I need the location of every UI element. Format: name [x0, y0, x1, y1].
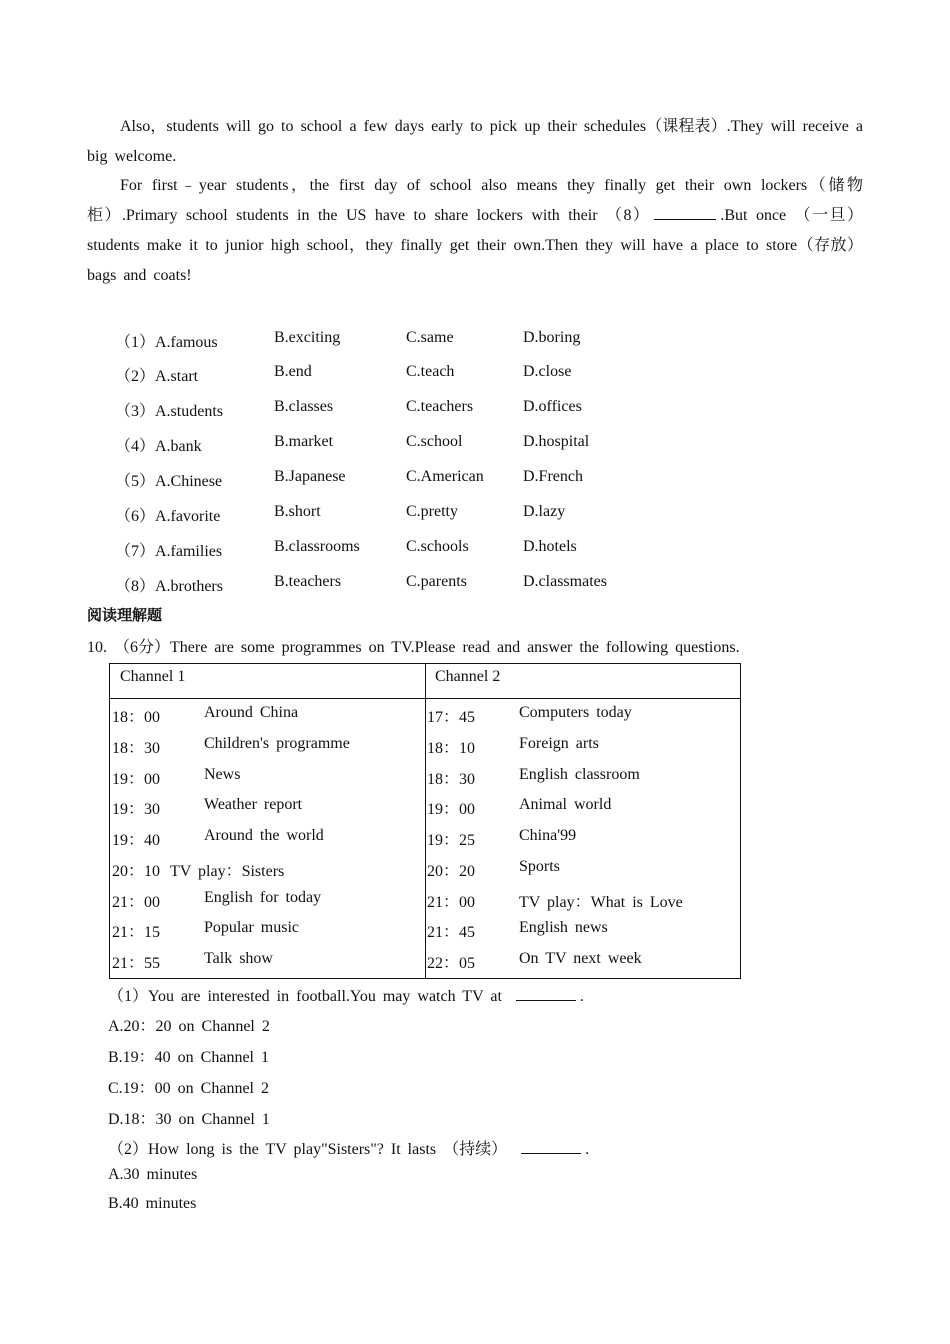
table-row: [427, 704, 727, 726]
option-a: （6）A.favorite: [115, 508, 221, 525]
table-row: [427, 766, 727, 788]
option-d: D.lazy: [523, 503, 566, 520]
time-cell: 19：40: [112, 832, 161, 849]
time-cell: 18：30: [112, 740, 161, 757]
option-c: C.American: [406, 468, 484, 485]
table-row: [112, 766, 412, 788]
passage-paragraph-1: [87, 112, 863, 172]
time-cell: 19：00: [427, 801, 476, 818]
table-row: [112, 704, 412, 726]
table-row: [112, 858, 412, 880]
table-row: [427, 735, 727, 757]
time-cell: 20：20: [427, 863, 476, 880]
table-row: [427, 796, 727, 818]
option-d: D.French: [523, 468, 583, 485]
program-cell: On TV next week: [519, 950, 642, 967]
program-cell: News: [204, 766, 241, 783]
answer-blank[interactable]: [516, 986, 576, 1001]
option-row-5: [115, 468, 715, 490]
time-cell: 19：30: [112, 801, 161, 818]
option-row-7: [115, 538, 715, 560]
question-1-stem: （1）You are interested in football.You may watch TV at .: [108, 988, 584, 1005]
program-cell: Talk show: [204, 950, 273, 967]
channel-2-header: Channel 2: [435, 668, 501, 685]
question-2-stem: （2）How long is the TV play"Sisters"? It lasts （持续） .: [108, 1141, 590, 1158]
time-cell: 21：55: [112, 955, 161, 972]
option-c: C.same: [406, 329, 454, 346]
program-cell: English news: [519, 919, 608, 936]
option-b: B.end: [274, 363, 312, 380]
passage-paragraph-2: [87, 171, 863, 291]
question-text: （2）How long is the TV play"Sisters"? It lasts （持续）: [108, 1141, 508, 1158]
table-row: [112, 735, 412, 757]
option-row-6: [115, 503, 715, 525]
table-row: [427, 950, 727, 972]
program-cell: Computers today: [519, 704, 632, 721]
option-b: B.Japanese: [274, 468, 346, 485]
table-row: [112, 889, 412, 911]
option-a: （4）A.bank: [115, 438, 202, 455]
question-text: （1）You are interested in football.You may watch TV at: [108, 988, 502, 1005]
time-cell: 18：10: [427, 740, 476, 757]
option-a: （5）A.Chinese: [115, 473, 223, 490]
option-row-3: [115, 398, 715, 420]
option-d: D.hospital: [523, 433, 590, 450]
time-cell: 21：00: [112, 894, 161, 911]
passage-text: For first﹣year students，the first day of school also means they finally get their own lockers（储物柜）.Primary school students in the US have to share lockers with their （8）: [87, 177, 863, 224]
table-row: [427, 858, 727, 880]
time-cell: 19：25: [427, 832, 476, 849]
option-a: （2）A.start: [115, 368, 199, 385]
time-cell: 22：05: [427, 955, 476, 972]
option-c: C.teachers: [406, 398, 474, 415]
passage-text: Also，students will go to school a few days early to pick up their schedules（课程表）.They will receive a big welcome.: [87, 118, 863, 165]
time-cell: 19：00: [112, 771, 161, 788]
option-b: B.short: [274, 503, 321, 520]
option-d: D.close: [523, 363, 572, 380]
table-row: [427, 889, 727, 911]
option-row-8: [115, 573, 715, 595]
program-cell: Around China: [204, 704, 299, 721]
tv-schedule-table: [109, 663, 741, 979]
option-c: C.parents: [406, 573, 467, 590]
answer-option[interactable]: D.18：30 on Channel 1: [108, 1111, 270, 1128]
time-cell: 21：15: [112, 924, 161, 941]
program-cell: English classroom: [519, 766, 640, 783]
option-a: （3）A.students: [115, 403, 224, 420]
answer-option[interactable]: A.30 minutes: [108, 1166, 198, 1183]
option-c: C.schools: [406, 538, 469, 555]
option-d: D.hotels: [523, 538, 577, 555]
program-cell: Sports: [519, 858, 560, 875]
time-cell: 21：00: [427, 894, 476, 911]
time-cell: 18：00: [112, 709, 161, 726]
option-b: B.exciting: [274, 329, 341, 346]
time-cell: 21：45: [427, 924, 476, 941]
table-row: [112, 950, 412, 972]
option-c: C.school: [406, 433, 463, 450]
program-cell: English for today: [204, 889, 322, 906]
option-a: （1）A.famous: [115, 334, 218, 351]
option-b: B.teachers: [274, 573, 342, 590]
table-row: [112, 796, 412, 818]
answer-option[interactable]: A.20：20 on Channel 2: [108, 1018, 270, 1035]
passage-text: .But once （一旦）students make it to junior high school，they finally get their own.Then they will have a place to store（存放） bags and coats!: [87, 207, 863, 284]
time-cell: 18：30: [427, 771, 476, 788]
answer-option[interactable]: B.19：40 on Channel 1: [108, 1049, 269, 1066]
option-row-1: [115, 329, 715, 351]
table-row: [112, 919, 412, 941]
program-cell: Popular music: [204, 919, 299, 936]
table-row: [112, 827, 412, 849]
program-cell: Foreign arts: [519, 735, 599, 752]
section-title: 阅读理解题: [87, 606, 163, 624]
program-cell: TV play：Sisters: [170, 863, 285, 880]
time-cell: 20：10: [112, 863, 161, 880]
column-divider: [425, 664, 426, 978]
option-d: D.offices: [523, 398, 582, 415]
option-b: B.classrooms: [274, 538, 360, 555]
program-cell: Children's programme: [204, 735, 350, 752]
option-c: C.teach: [406, 363, 455, 380]
program-cell: China'99: [519, 827, 577, 844]
answer-option[interactable]: C.19：00 on Channel 2: [108, 1080, 269, 1097]
answer-blank[interactable]: [521, 1139, 581, 1154]
answer-option[interactable]: B.40 minutes: [108, 1195, 197, 1212]
option-c: C.pretty: [406, 503, 458, 520]
channel-1-header: Channel 1: [120, 668, 186, 685]
table-row: [427, 827, 727, 849]
option-b: B.market: [274, 433, 334, 450]
option-a: （8）A.brothers: [115, 578, 223, 595]
question-intro: 10. （6分）There are some programmes on TV.Please read and answer the following questions.: [87, 639, 740, 656]
option-d: D.classmates: [523, 573, 607, 590]
option-b: B.classes: [274, 398, 334, 415]
answer-blank-8[interactable]: [654, 205, 716, 220]
option-d: D.boring: [523, 329, 581, 346]
program-cell: TV play：What is Love: [519, 894, 683, 911]
option-row-4: [115, 433, 715, 455]
table-row: [427, 919, 727, 941]
program-cell: Around the world: [204, 827, 324, 844]
option-row-2: [115, 363, 715, 385]
header-divider: [110, 698, 740, 699]
time-cell: 17：45: [427, 709, 476, 726]
program-cell: Weather report: [204, 796, 303, 813]
program-cell: Animal world: [519, 796, 612, 813]
option-a: （7）A.families: [115, 543, 223, 560]
